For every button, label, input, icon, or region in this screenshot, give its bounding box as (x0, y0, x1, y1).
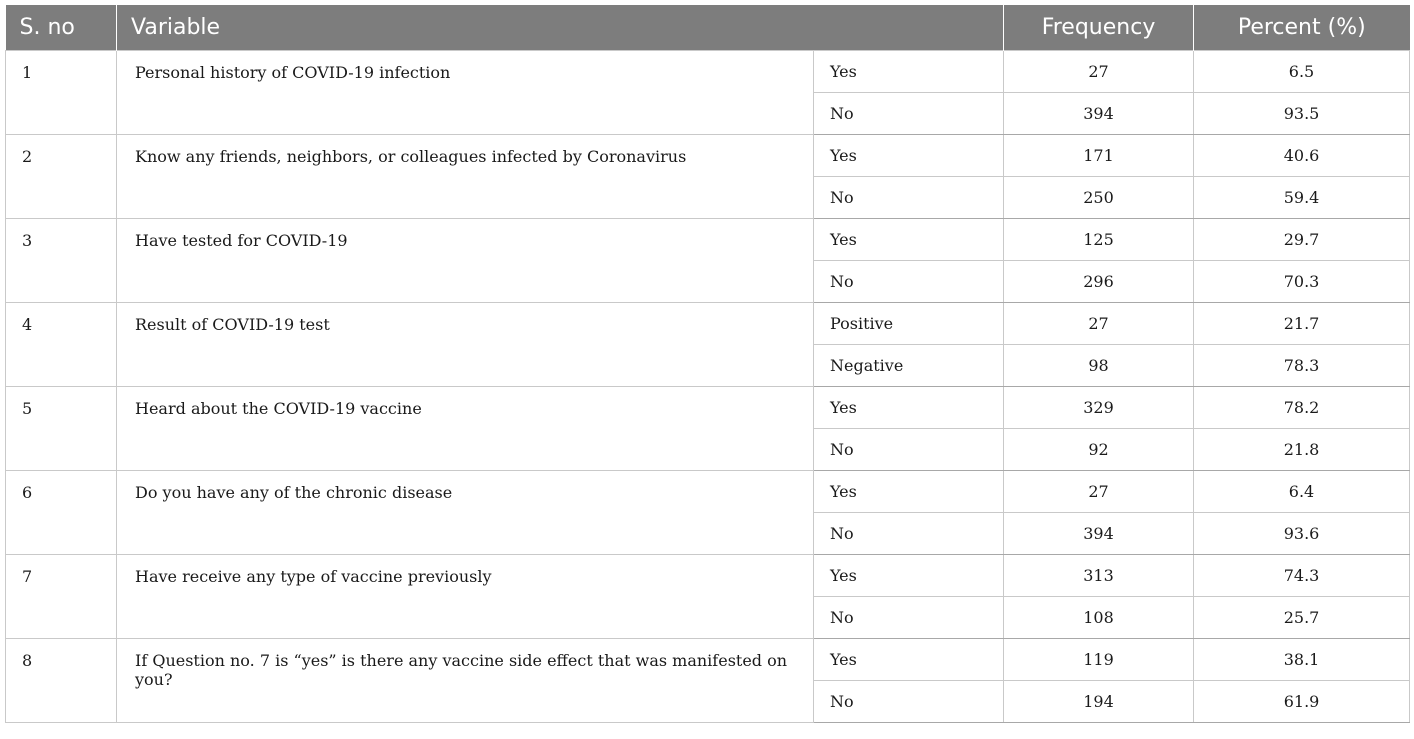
frequency-cell: 394 (1004, 512, 1194, 554)
table-row (6, 302, 1410, 344)
table-row (6, 638, 1410, 680)
header-row (6, 5, 1410, 50)
option-cell: Yes (814, 134, 1004, 176)
variable-cell: Have receive any type of vaccine previously (117, 554, 814, 638)
option-cell: No (814, 596, 1004, 638)
table-row (6, 470, 1410, 512)
percent-cell: 29.7 (1194, 218, 1410, 260)
row-number-cell: 2 (6, 134, 117, 218)
frequency-cell: 92 (1004, 428, 1194, 470)
table-row (6, 386, 1410, 428)
table-body (6, 50, 1410, 722)
frequency-cell: 171 (1004, 134, 1194, 176)
frequency-cell: 27 (1004, 50, 1194, 92)
frequency-cell: 329 (1004, 386, 1194, 428)
percent-cell: 70.3 (1194, 260, 1410, 302)
percent-cell: 78.3 (1194, 344, 1410, 386)
percent-cell: 25.7 (1194, 596, 1410, 638)
option-cell: Positive (814, 302, 1004, 344)
row-number-cell: 5 (6, 386, 117, 470)
option-cell: Negative (814, 344, 1004, 386)
frequency-cell: 125 (1004, 218, 1194, 260)
percent-cell: 21.8 (1194, 428, 1410, 470)
option-cell: No (814, 680, 1004, 722)
table-row (6, 50, 1410, 92)
percent-cell: 40.6 (1194, 134, 1410, 176)
header-sno: S. no (6, 5, 117, 50)
variable-cell: Do you have any of the chronic disease (117, 470, 814, 554)
option-cell: Yes (814, 50, 1004, 92)
frequency-cell: 250 (1004, 176, 1194, 218)
header-percent: Percent (%) (1194, 5, 1410, 50)
percent-cell: 93.5 (1194, 92, 1410, 134)
row-number-cell: 8 (6, 638, 117, 722)
option-cell: No (814, 428, 1004, 470)
row-number-cell: 3 (6, 218, 117, 302)
option-cell: No (814, 260, 1004, 302)
percent-cell: 61.9 (1194, 680, 1410, 722)
table-row (6, 134, 1410, 176)
frequency-cell: 27 (1004, 470, 1194, 512)
frequency-cell: 98 (1004, 344, 1194, 386)
option-cell: Yes (814, 638, 1004, 680)
frequency-cell: 119 (1004, 638, 1194, 680)
variable-cell: If Question no. 7 is “yes” is there any vaccine side effect that was manifested on you? (117, 638, 814, 722)
option-cell: Yes (814, 470, 1004, 512)
row-number-cell: 7 (6, 554, 117, 638)
percent-cell: 6.5 (1194, 50, 1410, 92)
row-number-cell: 6 (6, 470, 117, 554)
variable-cell: Personal history of COVID-19 infection (117, 50, 814, 134)
percent-cell: 59.4 (1194, 176, 1410, 218)
variable-cell: Know any friends, neighbors, or colleagues infected by Coronavirus (117, 134, 814, 218)
percent-cell: 21.7 (1194, 302, 1410, 344)
table-row (6, 218, 1410, 260)
percent-cell: 6.4 (1194, 470, 1410, 512)
percent-cell: 74.3 (1194, 554, 1410, 596)
option-cell: No (814, 512, 1004, 554)
frequency-cell: 27 (1004, 302, 1194, 344)
header-frequency: Frequency (1004, 5, 1194, 50)
variable-cell: Heard about the COVID-19 vaccine (117, 386, 814, 470)
survey-table (5, 5, 1410, 723)
percent-cell: 93.6 (1194, 512, 1410, 554)
header-variable: Variable (117, 5, 1004, 50)
percent-cell: 38.1 (1194, 638, 1410, 680)
row-number-cell: 1 (6, 50, 117, 134)
row-number-cell: 4 (6, 302, 117, 386)
frequency-cell: 108 (1004, 596, 1194, 638)
table-row (6, 554, 1410, 596)
option-cell: Yes (814, 386, 1004, 428)
variable-cell: Result of COVID-19 test (117, 302, 814, 386)
frequency-cell: 296 (1004, 260, 1194, 302)
frequency-cell: 194 (1004, 680, 1194, 722)
option-cell: Yes (814, 218, 1004, 260)
frequency-cell: 313 (1004, 554, 1194, 596)
frequency-cell: 394 (1004, 92, 1194, 134)
percent-cell: 78.2 (1194, 386, 1410, 428)
option-cell: No (814, 176, 1004, 218)
option-cell: No (814, 92, 1004, 134)
variable-cell: Have tested for COVID-19 (117, 218, 814, 302)
option-cell: Yes (814, 554, 1004, 596)
